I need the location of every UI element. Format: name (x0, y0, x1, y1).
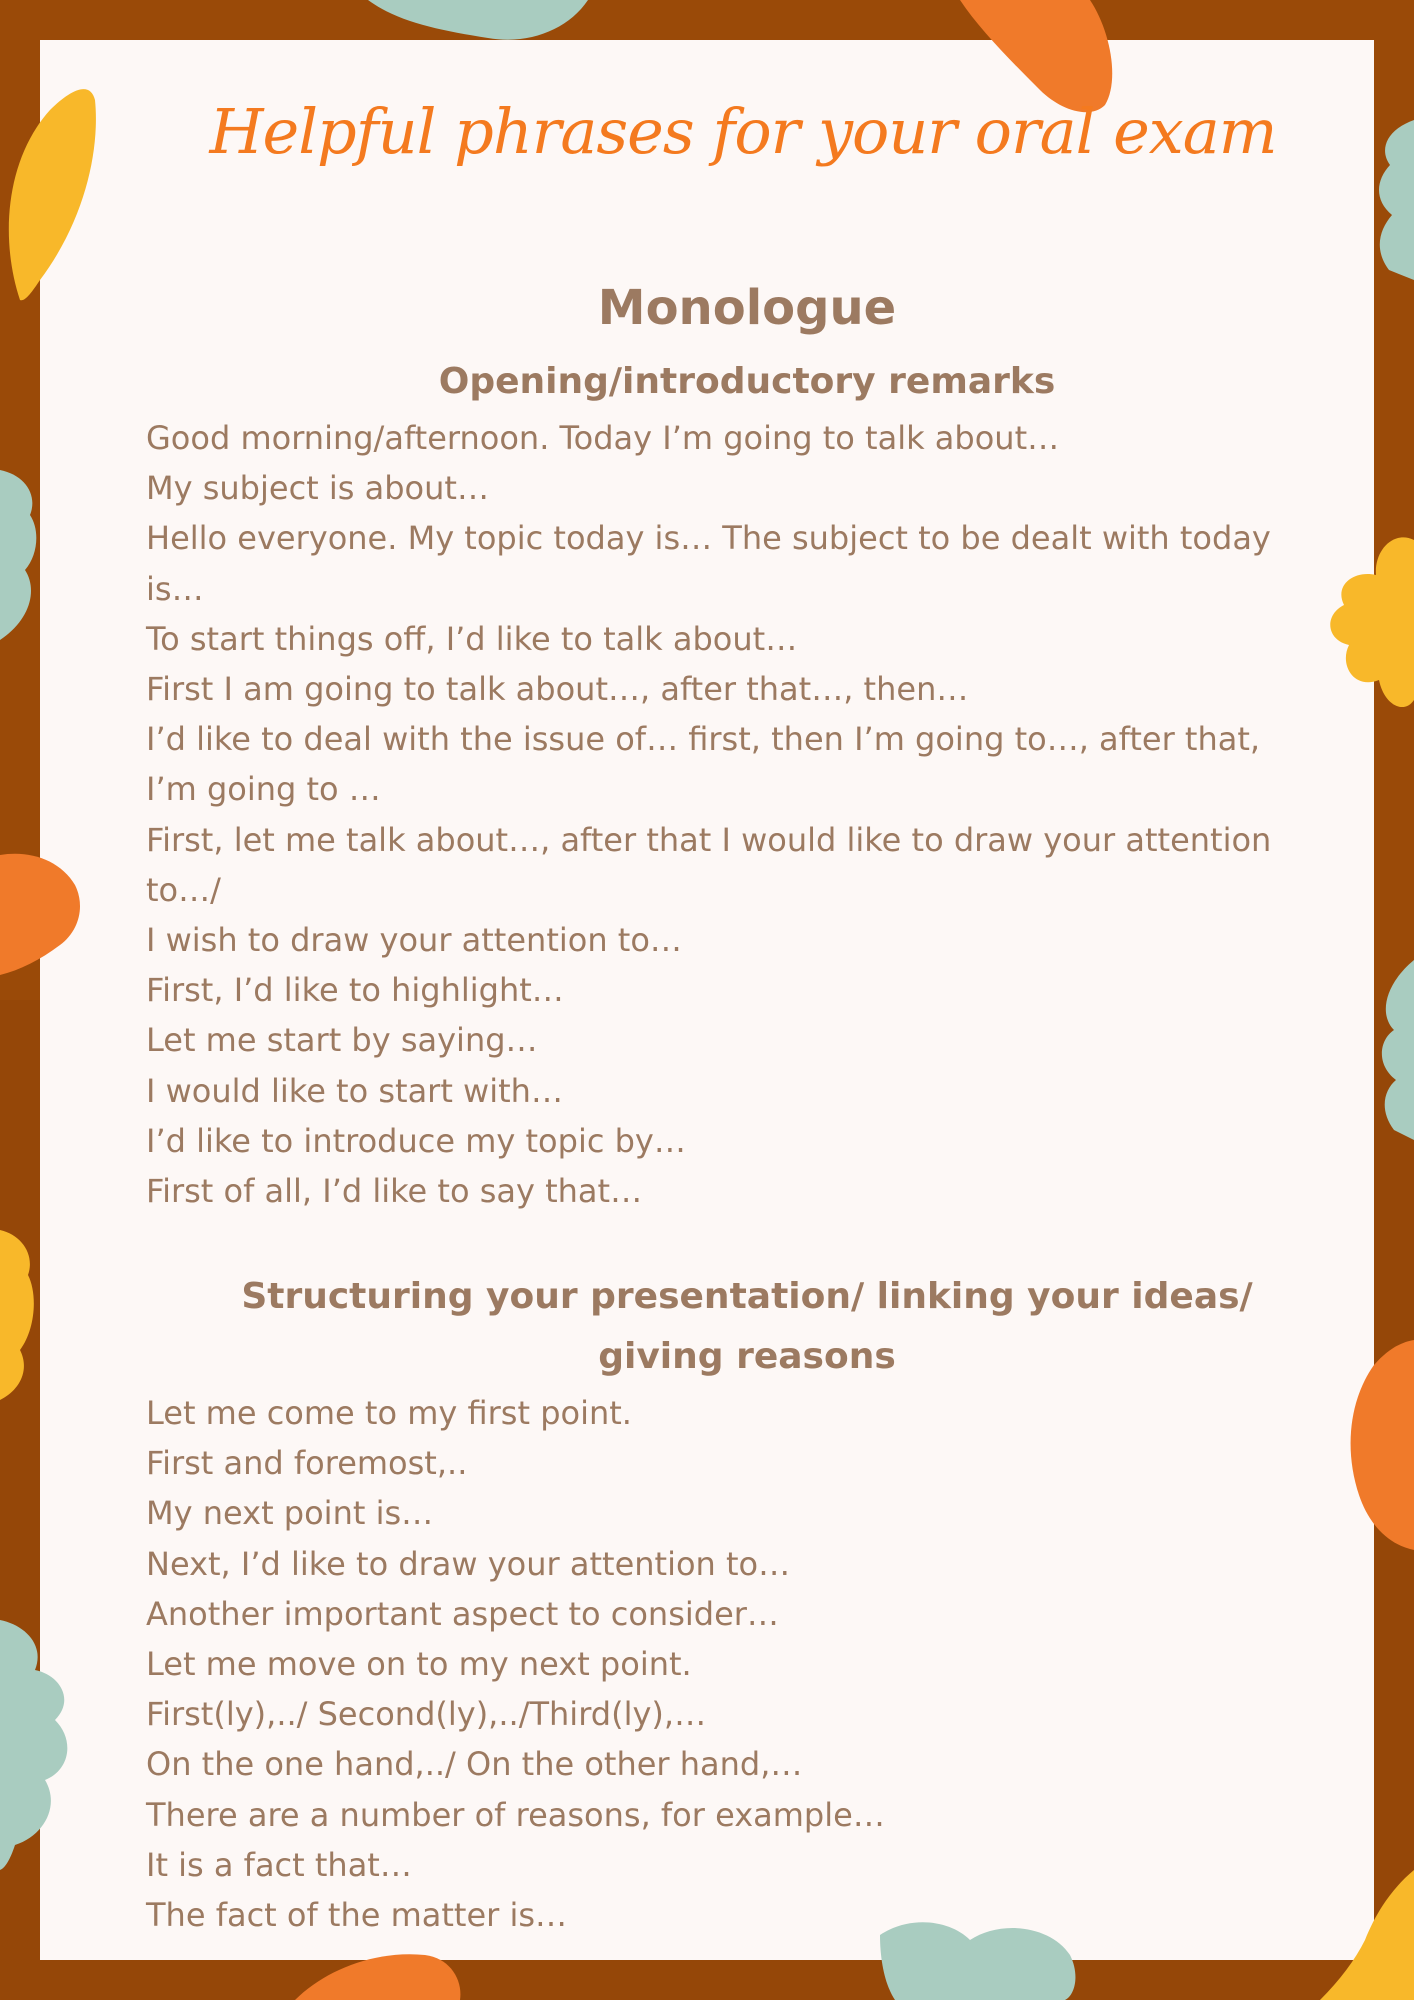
list-item: I’d like to deal with the issue of… first, then I’m going to…, after that, (146, 720, 1261, 759)
list-item: First, let me talk about…, after that I would like to draw your attention (146, 820, 1272, 859)
list-item: It is a fact that… (146, 1845, 412, 1884)
subsection-heading-structuring (0, 1267, 1414, 1387)
subsection-heading-opening: Opening/introductory remarks (438, 361, 1056, 402)
leaf-decoration-bottom-orange (295, 1940, 465, 2000)
list-item: Let me move on to my next point. (146, 1645, 692, 1684)
list-item: I’d like to introduce my topic by… (146, 1121, 686, 1160)
list-item: Next, I’d like to draw your attention to… (146, 1544, 791, 1583)
page-title: Helpful phrases for your oral exam (209, 95, 1277, 168)
leaf-decoration-top-mint (368, 0, 588, 50)
structuring-phrases-list (146, 1388, 1336, 1940)
list-item: I’m going to … (146, 770, 381, 809)
list-item: The fact of the matter is… (146, 1896, 568, 1935)
list-item: First(ly),../ Second(ly),../Third(ly),… (146, 1695, 707, 1734)
list-item: First and foremost,.. (146, 1444, 468, 1483)
list-item: My subject is about… (146, 469, 489, 508)
list-item: To start things off, I’d like to talk about… (146, 619, 798, 658)
list-item: There are a number of reasons, for example… (146, 1795, 885, 1834)
leaf-decoration-left-mint-bottom (0, 1620, 80, 1870)
leaf-decoration-right-mint-mid (1374, 960, 1414, 1140)
subsection-heading-line-1: Structuring your presentation/ linking your ideas/ (241, 1276, 1253, 1317)
list-item: Let me start by saying… (146, 1021, 538, 1060)
list-item: Hello everyone. My topic today is… The subject to be dealt with today (146, 519, 1271, 558)
list-item: On the one hand,../ On the other hand,… (146, 1745, 803, 1784)
list-item: I wish to draw your attention to… (146, 921, 682, 960)
list-item: Good morning/afternoon. Today I’m going to talk about… (146, 419, 1060, 457)
list-item: Let me come to my first point. (146, 1394, 632, 1432)
list-item: to…/ (146, 870, 221, 909)
list-item: First I am going to talk about…, after that…, then… (146, 670, 969, 709)
list-item: My next point is… (146, 1494, 434, 1533)
list-item: I would like to start with… (146, 1071, 563, 1110)
leaf-decoration-left-orange (0, 850, 85, 980)
section-heading-monologue: Monologue (597, 280, 897, 336)
list-item: is… (146, 569, 204, 608)
list-item: Another important aspect to consider… (146, 1594, 779, 1633)
opening-phrases-list (146, 413, 1336, 1216)
subsection-heading-line-2: giving reasons (598, 1336, 896, 1377)
list-item: First, I’d like to highlight… (146, 971, 564, 1010)
list-item: First of all, I’d like to say that… (146, 1172, 643, 1211)
leaf-decoration-left-mint (0, 470, 40, 640)
